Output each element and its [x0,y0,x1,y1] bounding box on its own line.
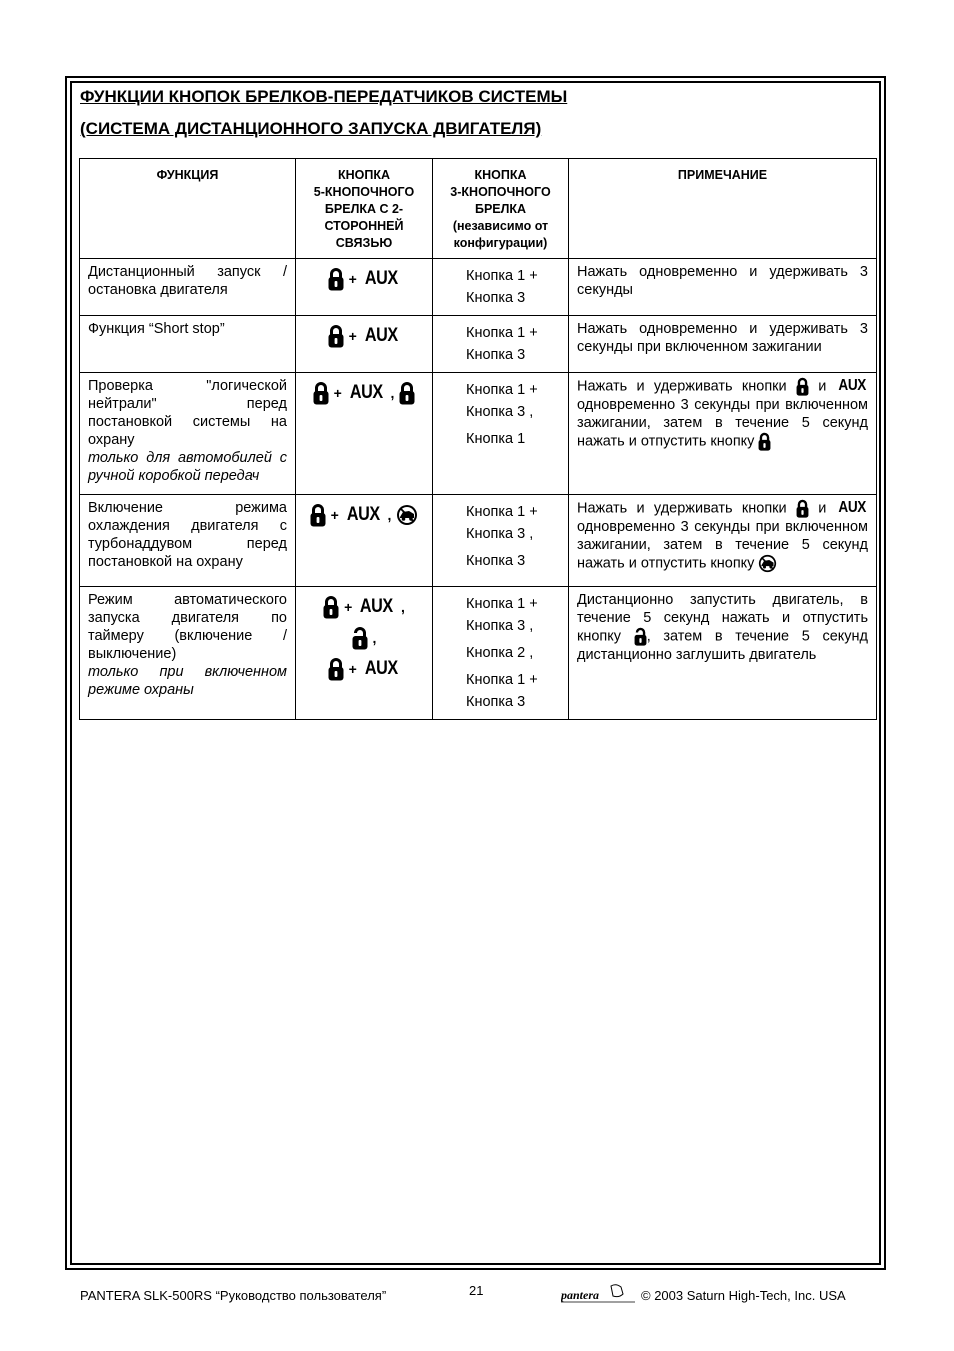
row-btn5 [296,373,433,495]
note-text: одновременно 3 секунды при включенном зажигании, затем в течение 5 секунд нажать и отпустить кнопку [577,397,868,450]
lock-icon [796,377,809,396]
svg-text:pantera: pantera [561,1288,600,1302]
header-note: ПРИМЕЧАНИЕ [569,159,877,259]
header-btn5 [296,159,433,259]
plus-sign: + [344,599,353,615]
lock-icon [328,657,344,681]
header-btn5-line: КНОПКА [337,168,391,182]
btn3-line: Кнопка 1 + [466,672,538,688]
aux-label: AUX [364,268,398,289]
header-btn3-line: БРЕЛКА [474,202,527,216]
functions-table [79,158,877,720]
lock-aux-combo [328,657,401,681]
aux-label: AUX [349,382,383,403]
header-btn3-line: КНОПКА [474,168,527,182]
comma: , [387,507,392,523]
row-function: Дистанционный запуск / остановка двигателя [80,259,296,316]
trunk-icon [396,504,418,526]
function-note-italic: только для автомобилей с ручной коробкой передач [88,450,287,484]
pantera-logo [561,1282,637,1304]
row-function [80,587,296,720]
plus-sign: + [348,271,357,287]
note-conj: и [818,378,827,395]
note-text: Дистанционно запустить двигатель, в течение 5 секунд нажать и отпустить кнопку [577,592,868,645]
row-function: Включение режима охлаждения двигателя с турбонаддувом перед постановкой на охрану [80,495,296,587]
btn3-line: Кнопка 3 [466,694,526,710]
unlock-step [352,626,377,650]
footer-copyright: © 2003 Saturn High-Tech, Inc. USA [641,1288,846,1303]
function-text: Проверка "логической нейтрали" перед постановкой системы на охрану [88,378,287,448]
lock-icon [310,503,326,527]
header-btn5-line: БРЕЛКА С 2- [324,202,404,216]
row-btn3 [433,587,569,720]
unlock-icon [352,626,368,650]
aux-label: AUX [360,596,394,617]
btn3-line: Кнопка 3 , [466,618,534,634]
table-row [80,259,877,316]
footer-manual-title: PANTERA SLK-500RS “Руководство пользователя” [80,1288,387,1303]
table-row [80,316,877,373]
btn3-line: Кнопка 1 + [466,325,538,341]
row-btn5 [296,259,433,316]
row-btn5 [296,495,433,587]
lock-aux-combo [323,595,405,619]
header-btn5-line: 5-КНОПОЧНОГО [313,185,415,199]
row-function [80,373,296,495]
lock-aux-combo [328,267,401,291]
btn3-line: Кнопка 3 [466,553,526,569]
plus-sign: + [333,385,342,401]
header-btn5-line: СТОРОННЕЙ [324,219,404,233]
page-subtitle: (СИСТЕМА ДИСТАНЦИОННОГО ЗАПУСКА ДВИГАТЕЛЯ) [80,119,542,138]
btn3-line: Кнопка 2 , [466,645,534,661]
plus-sign: + [348,661,357,677]
aux-label: AUX [346,504,380,525]
header-function: ФУНКЦИЯ [80,159,296,259]
comma: , [390,385,395,401]
note-text: Нажать и удерживать кнопки [577,500,787,517]
lock-aux-combo [328,324,401,348]
btn3-line: Кнопка 1 + [466,382,538,398]
row-btn3 [433,316,569,373]
btn3-line: Кнопка 3 [466,347,526,363]
lock-icon [399,381,415,405]
aux-label: AUX [364,658,398,679]
lock-aux-lock-combo [313,381,416,405]
lock-icon [328,324,344,348]
note-text: , затем в течение 5 секунд дистанционно заглушить двигатель [577,628,869,663]
header-btn3-line: 3-КНОПОЧНОГО [450,185,551,199]
btn3-line: Кнопка 1 + [466,504,538,520]
row-btn3 [433,259,569,316]
header-btn3-line: конфигурации) [453,236,548,250]
btn3-line: Кнопка 3 [466,290,526,306]
function-text: Режим автоматического запуска двигателя по таймеру (включение / выключение) [88,592,287,662]
row-btn5 [296,587,433,720]
table-row [80,587,877,720]
table-header-row [80,159,877,259]
aux-label: AUX [838,377,866,395]
lock-icon [328,267,344,291]
lock-icon [323,595,339,619]
note-conj: и [818,500,827,517]
plus-sign: + [348,328,357,344]
table-row [80,495,877,587]
note-text: одновременно 3 секунды при включенном зажигании, затем в течение 5 секунд нажать и отпустить кнопку [577,519,868,572]
aux-label: AUX [364,325,398,346]
lock-icon [313,381,329,405]
note-text: Нажать и удерживать кнопки [577,378,787,395]
header-btn3-line: (независимо от [452,219,549,233]
comma: , [400,599,405,615]
page-number: 21 [469,1283,484,1298]
row-note [569,495,877,587]
lock-icon [758,432,771,451]
row-note [569,587,877,720]
row-note: Нажать одновременно и удерживать 3 секунды при включенном зажигании [569,316,877,373]
plus-sign: + [330,507,339,523]
header-btn5-line: СВЯЗЬЮ [335,236,393,250]
function-note-italic: только при включенном режиме охраны [88,664,287,698]
row-note: Нажать одновременно и удерживать 3 секунды [569,259,877,316]
row-function: Функция “Short stop” [80,316,296,373]
unlock-icon [634,627,647,646]
comma: , [372,630,377,646]
row-btn3 [433,373,569,495]
row-btn3 [433,495,569,587]
trunk-icon [758,554,777,573]
row-note [569,373,877,495]
btn3-line: Кнопка 1 + [466,268,538,284]
page-title: ФУНКЦИИ КНОПОК БРЕЛКОВ-ПЕРЕДАТЧИКОВ СИСТЕМЫ [80,87,568,106]
btn3-line: Кнопка 1 + [466,596,538,612]
aux-label: AUX [838,499,866,517]
lock-aux-trunk-combo [310,503,419,527]
header-btn3 [433,159,569,259]
table-row [80,373,877,495]
btn3-line: Кнопка 3 , [466,526,534,542]
row-btn5 [296,316,433,373]
lock-icon [796,499,809,518]
btn3-line: Кнопка 3 , [466,404,534,420]
btn3-line: Кнопка 1 [466,431,526,447]
